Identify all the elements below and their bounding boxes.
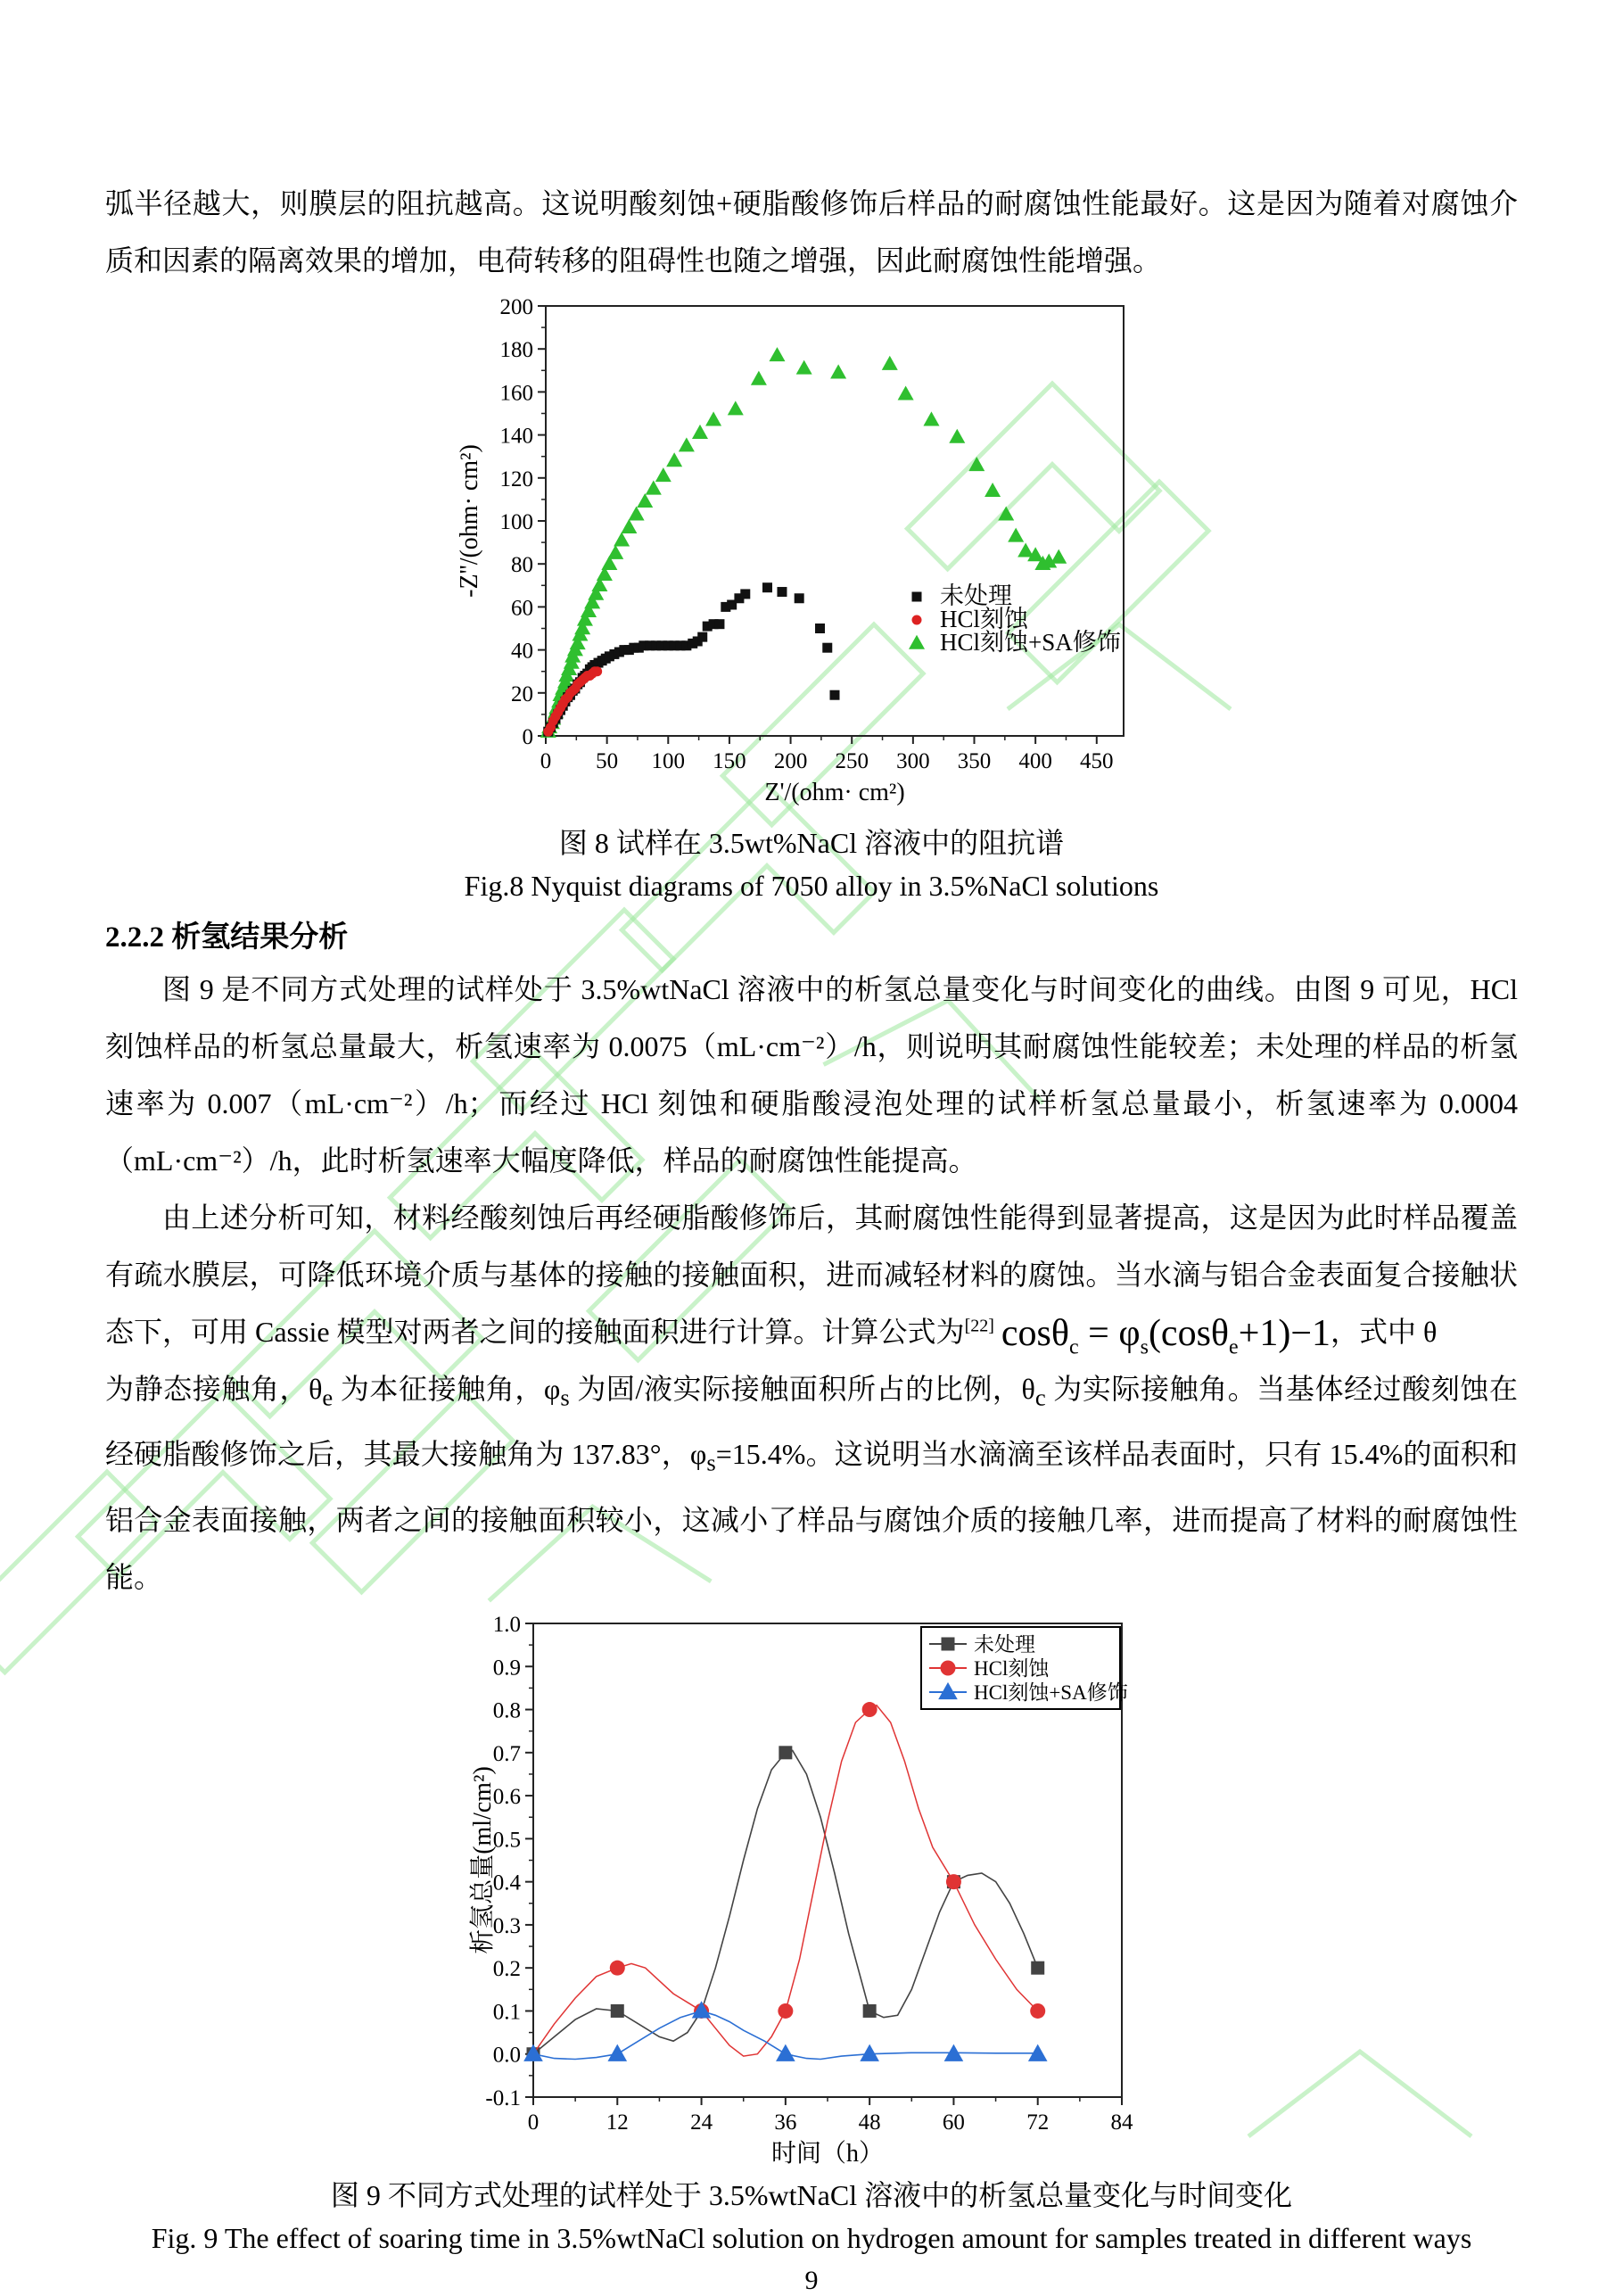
svg-text:0: 0 [527,2110,540,2135]
figure9-caption-cn: 图 9 不同方式处理的试样处于 3.5%wtNaCl 溶液中的析氢总量变化与时间变化 [330,2178,1293,2211]
paragraph-hydrogen-rates: 图 9 是不同方式处理的试样处于 3.5%wtNaCl 溶液中的析氢总量变化与时间变化的曲线。由图 9 可见，HCl 刻蚀样品的析氢总量最大，析氢速率为 0.0075（mL·cm⁻²）/h，则说明其耐腐蚀性能较差；未处理的样品的析氢速率为 0.007（mL·cm⁻²）/h；而经过 HCl 刻蚀和硬脂酸浸泡处理的试样析氢总量最小，析氢速率为 0.0004（mL·cm⁻²）/h，此时析氢速率大幅度降低，样品的耐腐蚀性能提高。 [105,973,1518,1177]
page-number: 9 [804,2265,819,2295]
svg-text:0.8: 0.8 [492,1698,521,1723]
svg-text:200: 200 [499,295,533,319]
svg-text:400: 400 [1018,749,1052,773]
svg-text:时间（h）: 时间（h） [770,2139,885,2168]
reference-22: [22] [964,1316,994,1336]
svg-text:200: 200 [773,749,808,773]
figure8-caption-en: Fig.8 Nyquist diagrams of 7050 alloy in 3.5%NaCl solutions [464,870,1159,902]
svg-text:析氢总量(ml/cm²): 析氢总量(ml/cm²) [469,1765,497,1954]
svg-text:450: 450 [1080,749,1114,773]
cassie-formula: $\cos\theta_c = \varphi_s(\cos\theta_e+1)-1$ [1001,1313,1331,1359]
paragraph-impedance-conclusion: 弧半径越大，则膜层的阻抗越高。这说明酸刻蚀+硬脂酸修饰后样品的耐腐蚀性能最好。这是因为随着对腐蚀介质和因素的隔离效果的增加，电荷转移的阻碍性也随之增强，因此耐腐蚀性能增强。 [105,187,1518,277]
svg-text:140: 140 [499,424,533,449]
svg-text:300: 300 [896,749,930,773]
svg-text:50: 50 [596,749,619,773]
svg-text:0.4: 0.4 [492,1871,521,1895]
svg-text:0.1: 0.1 [492,2000,521,2025]
svg-text:20: 20 [511,681,533,706]
svg-text:Z'/(ohm· cm²): Z'/(ohm· cm²) [764,779,905,806]
svg-text:350: 350 [957,749,992,773]
svg-text:-Z''/(ohm· cm²): -Z''/(ohm· cm²) [456,444,483,598]
svg-text:150: 150 [713,749,746,773]
svg-text:100: 100 [499,510,533,534]
figure8-nyquist-chart [450,294,1173,816]
svg-text:40: 40 [511,639,533,664]
svg-text:24: 24 [690,2110,713,2135]
svg-text:60: 60 [511,596,533,621]
svg-text:0: 0 [540,749,552,773]
svg-text:1.0: 1.0 [492,1612,521,1637]
paragraph-cassie-model [105,1189,1518,1360]
svg-text:HCl刻蚀: HCl刻蚀 [974,1656,1050,1680]
svg-text:-0.1: -0.1 [485,2085,521,2110]
svg-text:0.5: 0.5 [492,1828,521,1853]
cassie-text-before: 由上述分析可知，材料经酸刻蚀后再经硬脂酸修饰后，其耐腐蚀性能得到显著提高，这是因为此时样品覆盖有疏水膜层，可降低环境介质与基体的接触的接触面积，进而减轻材料的腐蚀。当水滴与铝合金表面复合接触状态下，可用 Cassie 模型对两者之间的接触面积进行计算。计算公式为 [105,1202,1518,1348]
svg-text:0: 0 [522,725,533,749]
figure8-container [105,294,1518,821]
svg-text:0.7: 0.7 [492,1741,521,1766]
svg-text:HCl刻蚀+SA修饰: HCl刻蚀+SA修饰 [974,1681,1128,1704]
section-heading-2-2-2 [105,913,1518,961]
svg-text:72: 72 [1026,2110,1050,2135]
svg-text:120: 120 [499,467,533,491]
figure9-container [105,1611,1518,2173]
svg-text:0.9: 0.9 [492,1656,521,1681]
section-title: 析氢结果分析 [171,920,349,953]
figure9-caption-en: Fig. 9 The effect of soaring time in 3.5%wtNaCl solution on hydrogen amount for samples treated in different ways [151,2221,1472,2254]
svg-text:180: 180 [499,338,533,363]
svg-text:未处理: 未处理 [974,1632,1035,1656]
svg-text:160: 160 [499,381,533,406]
figure9-hydrogen-chart [464,1611,1159,2168]
svg-text:0.3: 0.3 [492,1913,521,1938]
paragraph-contact-angle: 为静态接触角，$\theta_e$ 为本征接触角，$\varphi_s$ 为固/液实际接触面积所占的比例，$\theta_c$ 为实际接触角。当基体经过酸刻蚀在经硬脂酸修饰之后，其最大接触角为 137.83°，$\varphi_s=15.4\%$。这说明当水滴滴至该样品表面时，只有 15.4%的面积和铝合金表面接触，两者之间的接触面积较小，这减小了样品与腐蚀介质的接触几率，进而提高了材料的耐腐蚀性能。 [105,1373,1518,1593]
svg-text:0.6: 0.6 [492,1784,521,1809]
figure8-caption-cn: 图 8 试样在 3.5wt%NaCl 溶液中的阻抗谱 [558,827,1065,859]
svg-text:36: 36 [774,2110,797,2135]
svg-text:60: 60 [942,2110,965,2135]
cassie-text-after: ，式中 θ [1331,1316,1438,1348]
svg-text:48: 48 [858,2110,881,2135]
section-number: 2.2.2 [105,921,172,954]
svg-text:0.0: 0.0 [492,2043,521,2068]
svg-text:HCl刻蚀: HCl刻蚀 [940,606,1029,632]
svg-text:未处理: 未处理 [940,582,1012,609]
svg-text:HCl刻蚀+SA修饰: HCl刻蚀+SA修饰 [940,629,1121,656]
svg-text:100: 100 [651,749,686,773]
svg-text:84: 84 [1110,2110,1133,2135]
svg-text:0.2: 0.2 [492,1956,521,1981]
svg-text:12: 12 [606,2110,629,2135]
svg-text:80: 80 [511,553,533,578]
svg-text:250: 250 [835,749,869,773]
